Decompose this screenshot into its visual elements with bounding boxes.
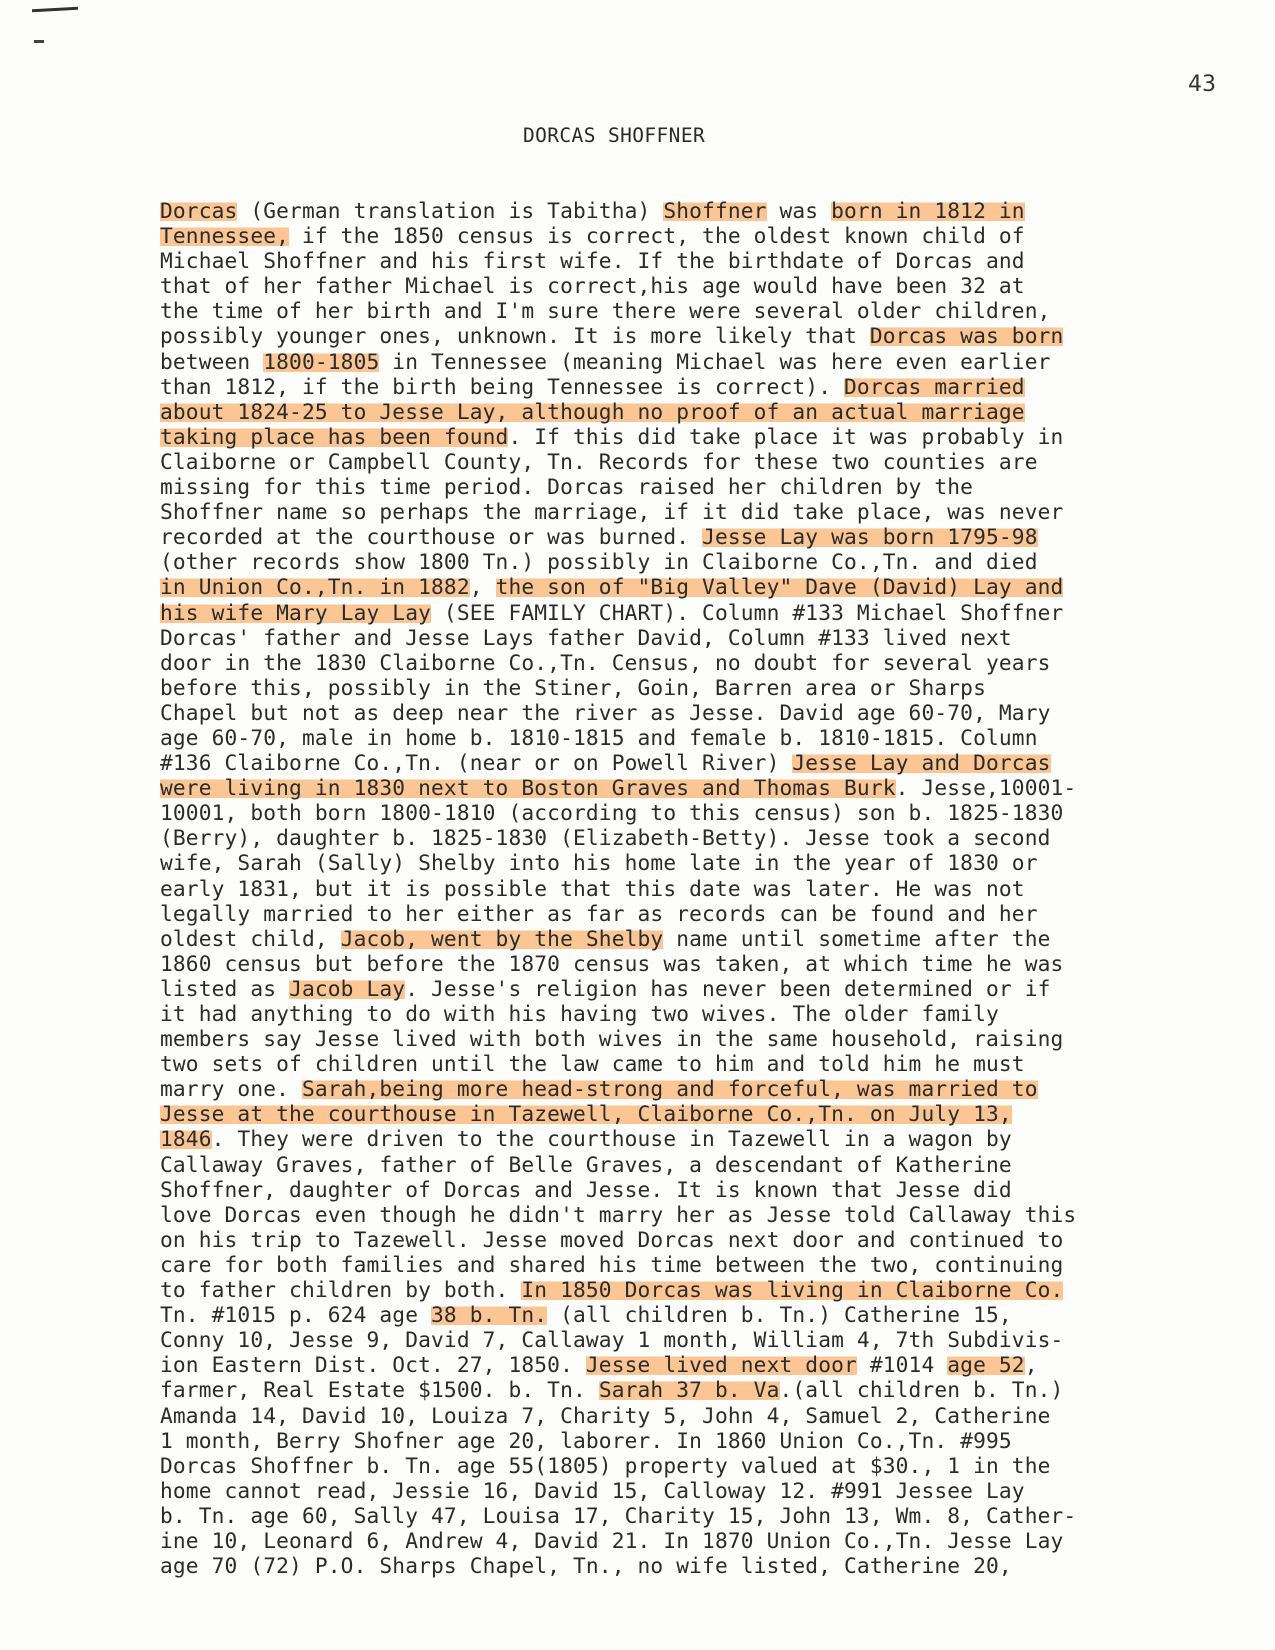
- text-segment: door in the 1830 Claiborne Co.,Tn. Census, no doubt for several years: [160, 649, 1051, 675]
- text-segment: ,: [1024, 1352, 1038, 1378]
- text-line: [160, 1528, 1240, 1553]
- text-segment: farmer, Real Estate $1500. b. Tn.: [160, 1377, 599, 1403]
- text-segment: (SEE FAMILY CHART). Column #133 Michael Shoffner: [431, 599, 1064, 625]
- text-line: [160, 374, 1240, 399]
- highlighted-text: taking place has been found: [160, 423, 509, 449]
- text-segment: . Jesse,10001-: [895, 775, 1077, 801]
- text-segment: Michael Shoffner and his first wife. If the birthdate of Dorcas and: [160, 248, 1025, 274]
- text-segment: missing for this time period. Dorcas raised her children by the: [160, 474, 974, 500]
- page-title: DORCAS SHOFFNER: [523, 124, 706, 147]
- text-line: [160, 1478, 1240, 1503]
- text-segment: before this, possibly in the Stiner, Goin, Barren area or Sharps: [160, 674, 986, 700]
- text-line: [160, 600, 1240, 625]
- highlighted-text: his wife Mary Lay Lay: [160, 599, 432, 625]
- text-segment: . They were driven to the courthouse in Tazewell in a wagon by: [211, 1126, 1012, 1152]
- text-segment: (Berry), daughter b. 1825-1830 (Elizabeth-Betty). Jesse took a second: [160, 825, 1051, 851]
- highlighted-text: Tennessee,: [160, 223, 290, 249]
- text-line: [160, 876, 1240, 901]
- highlighted-text: age 52: [947, 1352, 1025, 1378]
- highlighted-text: Jesse Lay and Dorcas: [792, 750, 1051, 776]
- text-segment: that of her father Michael is correct,his age would have been 32 at: [160, 273, 1025, 299]
- text-line: [160, 800, 1240, 825]
- text-line: [160, 223, 1240, 248]
- text-line: [160, 1001, 1240, 1026]
- text-line: [160, 1352, 1240, 1377]
- text-line: [160, 625, 1240, 650]
- text-line: [160, 1202, 1240, 1227]
- text-line: [160, 449, 1240, 474]
- text-segment: #1014: [856, 1352, 948, 1378]
- text-line: [160, 298, 1240, 323]
- text-segment: if the 1850 census is correct, the oldest known child of: [289, 223, 1025, 249]
- highlighted-text: 1846: [160, 1126, 212, 1152]
- text-segment: 1 month, Berry Shofner age 20, laborer. In 1860 Union Co.,Tn. #995: [160, 1427, 1012, 1453]
- text-line: [160, 1026, 1240, 1051]
- highlighted-text: Shoffner: [663, 198, 767, 223]
- text-segment: Chapel but not as deep near the river as Jesse. David age 60-70, Mary: [160, 699, 1051, 725]
- text-segment: #136 Claiborne Co.,Tn. (near or on Powell River): [160, 750, 793, 776]
- text-line: [160, 248, 1240, 273]
- text-line: [160, 1403, 1240, 1428]
- highlighted-text: Jacob, went by the Shelby: [340, 925, 664, 951]
- text-line: [160, 323, 1240, 348]
- text-line: [160, 750, 1240, 775]
- text-line: [160, 901, 1240, 926]
- highlighted-text: Jesse at the courthouse in Tazewell, Claiborne Co.,Tn. on July 13,: [160, 1101, 1012, 1127]
- text-segment: love Dorcas even though he didn't marry her as Jesse told Callaway this: [160, 1201, 1077, 1227]
- highlighted-text: Sarah,being more head-strong and forceful, was married to: [301, 1076, 1038, 1102]
- text-line: [160, 1227, 1240, 1252]
- text-segment: early 1831, but it is possible that this date was later. He was not: [160, 875, 1025, 901]
- text-line: [160, 976, 1240, 1001]
- scan-artifact-mark: [32, 7, 78, 12]
- text-segment: recorded at the courthouse or was burned.: [160, 524, 703, 550]
- text-segment: Claiborne or Campbell County, Tn. Records for these two counties are: [160, 448, 1038, 474]
- text-segment: Shoffner, daughter of Dorcas and Jesse. It is known that Jesse did: [160, 1176, 1012, 1202]
- text-segment: . Jesse's religion has never been determined or if: [405, 975, 1051, 1001]
- text-segment: name until sometime after the: [663, 925, 1051, 951]
- body-text: [160, 198, 1240, 1578]
- highlighted-text: Dorcas married: [844, 373, 1025, 399]
- text-line: [160, 349, 1240, 374]
- text-line: [160, 700, 1240, 725]
- text-line: [160, 926, 1240, 951]
- text-line: [160, 1553, 1240, 1578]
- text-line: [160, 499, 1240, 524]
- text-line: [160, 1177, 1240, 1202]
- text-line: [160, 1327, 1240, 1352]
- highlighted-text: 38 b. Tn.: [431, 1302, 548, 1328]
- highlighted-text: Jacob Lay: [289, 975, 406, 1001]
- highlighted-text: born in 1812 in: [831, 198, 1025, 223]
- text-line: [160, 424, 1240, 449]
- text-segment: Dorcas' father and Jesse Lays father David, Column #133 lived next: [160, 624, 1012, 650]
- text-line: [160, 1503, 1240, 1528]
- text-line: [160, 650, 1240, 675]
- text-line: [160, 399, 1240, 424]
- highlighted-text: were living in 1830 next to Boston Graves and Thomas Burk: [160, 775, 896, 801]
- text-segment: legally married to her either as far as records can be found and her: [160, 900, 1038, 926]
- text-segment: the time of her birth and I'm sure there were several older children,: [160, 298, 1051, 324]
- highlighted-text: In 1850 Dorcas was living in Claiborne Co.: [521, 1277, 1064, 1303]
- text-segment: . If this did take place it was probably in: [508, 423, 1064, 449]
- highlighted-text: in Union Co.,Tn. in 1882: [160, 574, 470, 600]
- text-line: [160, 1377, 1240, 1402]
- text-line: [160, 198, 1240, 223]
- text-line: [160, 474, 1240, 499]
- text-segment: ,: [469, 574, 496, 600]
- text-segment: age 70 (72) P.O. Sharps Chapel, Tn., no wife listed, Catherine 20,: [160, 1553, 1012, 1579]
- text-segment: possibly younger ones, unknown. It is more likely that: [160, 323, 870, 349]
- text-segment: ion Eastern Dist. Oct. 27, 1850.: [160, 1352, 586, 1378]
- text-segment: Dorcas Shoffner b. Tn. age 55(1805) property valued at $30., 1 in the: [160, 1452, 1051, 1478]
- text-line: [160, 775, 1240, 800]
- text-line: [160, 825, 1240, 850]
- text-line: [160, 850, 1240, 875]
- text-segment: care for both families and shared his time between the two, continuing: [160, 1251, 1064, 1277]
- text-segment: in Tennessee (meaning Michael was here even earlier: [379, 348, 1051, 374]
- scan-artifact-mark: [34, 40, 44, 43]
- text-segment: to father children by both.: [160, 1277, 522, 1303]
- text-segment: (all children b. Tn.) Catherine 15,: [547, 1302, 1012, 1328]
- text-segment: Conny 10, Jesse 9, David 7, Callaway 1 month, William 4, 7th Subdivis-: [160, 1327, 1064, 1353]
- text-segment: (German translation is Tabitha): [237, 198, 664, 223]
- text-segment: b. Tn. age 60, Sally 47, Louisa 17, Charity 15, John 13, Wm. 8, Cather-: [160, 1502, 1077, 1528]
- highlighted-text: the son of "Big Valley" Dave (David) Lay and: [495, 574, 1064, 600]
- text-segment: between: [160, 348, 264, 374]
- text-segment: wife, Sarah (Sally) Shelby into his home late in the year of 1830 or: [160, 850, 1038, 876]
- text-line: [160, 1051, 1240, 1076]
- highlighted-text: 1800-1805: [263, 348, 380, 374]
- text-segment: 1860 census but before the 1870 census was taken, at which time he was: [160, 950, 1064, 976]
- text-line: [160, 1428, 1240, 1453]
- text-segment: was: [766, 198, 832, 223]
- text-segment: Callaway Graves, father of Belle Graves, a descendant of Katherine: [160, 1151, 1012, 1177]
- text-line: [160, 1277, 1240, 1302]
- text-line: [160, 1152, 1240, 1177]
- text-segment: Tn. #1015 p. 624 age: [160, 1302, 432, 1328]
- text-segment: listed as: [160, 975, 290, 1001]
- text-segment: oldest child,: [160, 925, 341, 951]
- text-segment: .(all children b. Tn.): [779, 1377, 1064, 1403]
- page-number: 43: [1188, 72, 1216, 97]
- text-segment: (other records show 1800 Tn.) possibly in Claiborne Co.,Tn. and died: [160, 549, 1038, 575]
- text-segment: Shoffner name so perhaps the marriage, if it did take place, was never: [160, 499, 1064, 525]
- text-line: [160, 549, 1240, 574]
- text-segment: members say Jesse lived with both wives in the same household, raising: [160, 1026, 1064, 1052]
- text-line: [160, 273, 1240, 298]
- text-segment: two sets of children until the law came to him and told him he must: [160, 1051, 1025, 1077]
- text-line: [160, 1453, 1240, 1478]
- text-line: [160, 524, 1240, 549]
- text-segment: home cannot read, Jessie 16, David 15, Calloway 12. #991 Jessee Lay: [160, 1477, 1025, 1503]
- text-segment: than 1812, if the birth being Tennessee is correct).: [160, 373, 845, 399]
- text-segment: 10001, both born 1800-1810 (according to this census) son b. 1825-1830: [160, 800, 1064, 826]
- highlighted-text: Jesse lived next door: [585, 1352, 857, 1378]
- text-segment: Amanda 14, David 10, Louiza 7, Charity 5, John 4, Samuel 2, Catherine: [160, 1402, 1051, 1428]
- text-line: [160, 951, 1240, 976]
- highlighted-text: Jesse Lay was born 1795-98: [702, 524, 1038, 550]
- text-line: [160, 725, 1240, 750]
- text-segment: ine 10, Leonard 6, Andrew 4, David 21. In 1870 Union Co.,Tn. Jesse Lay: [160, 1527, 1064, 1553]
- text-segment: marry one.: [160, 1076, 302, 1102]
- text-segment: on his trip to Tazewell. Jesse moved Dorcas next door and continued to: [160, 1226, 1064, 1252]
- text-line: [160, 1101, 1240, 1126]
- highlighted-text: Dorcas: [160, 198, 238, 223]
- text-segment: age 60-70, male in home b. 1810-1815 and female b. 1810-1815. Column: [160, 724, 1038, 750]
- text-line: [160, 675, 1240, 700]
- text-line: [160, 1076, 1240, 1101]
- text-line: [160, 574, 1240, 599]
- text-line: [160, 1302, 1240, 1327]
- text-line: [160, 1126, 1240, 1151]
- highlighted-text: Dorcas was born: [869, 323, 1064, 349]
- text-line: [160, 1252, 1240, 1277]
- highlighted-text: Sarah 37 b. Va: [598, 1377, 780, 1403]
- highlighted-text: about 1824-25 to Jesse Lay, although no proof of an actual marriage: [160, 398, 1025, 424]
- text-segment: it had anything to do with his having two wives. The older family: [160, 1001, 999, 1026]
